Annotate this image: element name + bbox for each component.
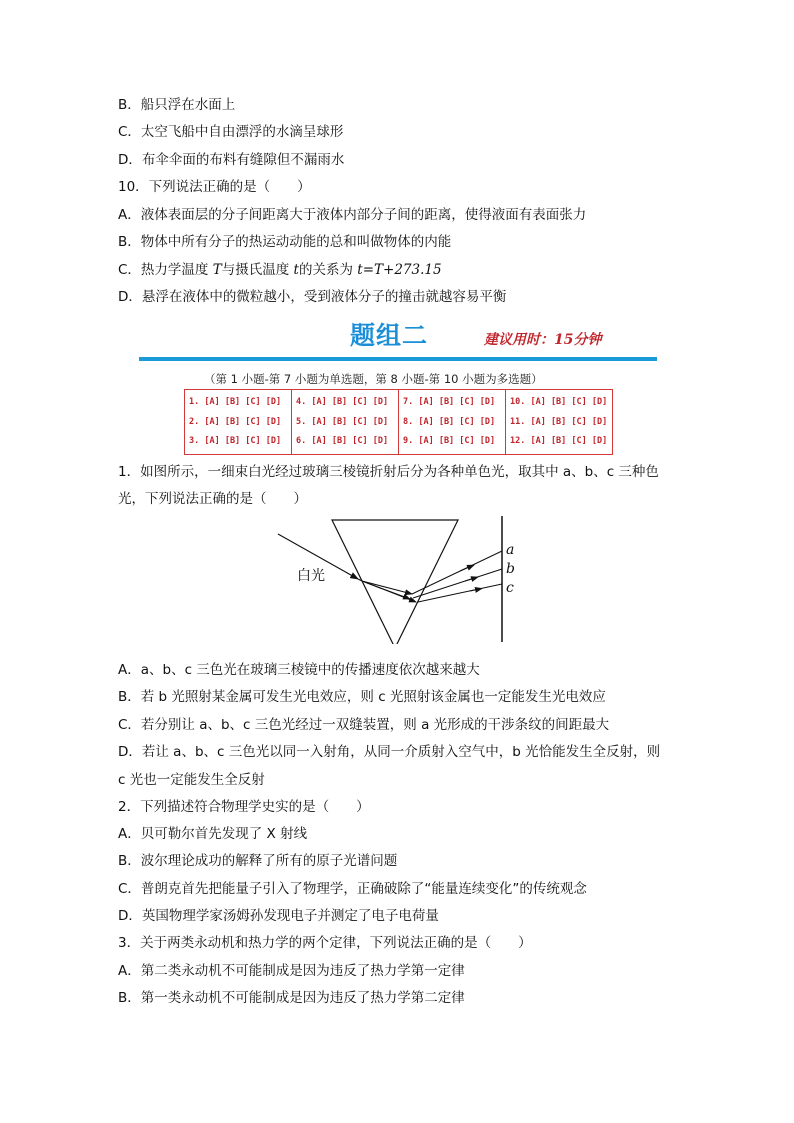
q10-option-b: B．物体中所有分子的热运动动能的总和叫做物体的内能: [118, 234, 452, 250]
q10-stem: 10．下列说法正确的是（ ）: [118, 179, 311, 195]
ray-label-c: c: [506, 580, 514, 596]
q1-option-c: C．若分别让 a、b、c 三色光经过一双缝装置，则 a 光形成的干涉条纹的间距最大: [118, 717, 610, 733]
answer-row-4[interactable]: 4. [A] [B] [C] [D]: [296, 397, 389, 407]
answer-row-5[interactable]: 5. [A] [B] [C] [D]: [296, 416, 389, 427]
inner-ray-c: [362, 581, 416, 602]
q1-option-d-line2: c 光也一定能发生全反射: [118, 772, 265, 788]
q2-option-c: C．普朗克首先把能量子引入了物理学，正确破除了“能量连续变化”的传统观念: [118, 881, 587, 897]
answer-grid: [184, 389, 613, 455]
white-light-label: 白光: [297, 568, 325, 584]
answer-grid-column: [399, 390, 506, 454]
q10-c-part3: 的关系为: [298, 262, 358, 278]
answer-row-2[interactable]: 2. [A] [B] [C] [D]: [189, 416, 282, 427]
answer-grid-column: [185, 390, 292, 454]
answer-grid-column: [292, 390, 399, 454]
q10-c-formula: t=T+273.15: [357, 262, 442, 278]
q3-option-b: B．第一类永动机不可能制成是因为违反了热力学第二定律: [118, 990, 465, 1006]
q1-option-b: B．若 b 光照射某金属可发生光电效应，则 c 光照射该金属也一定能发生光电效应: [118, 689, 606, 705]
prism-shape: [332, 520, 458, 644]
q10-option-d: D．悬浮在液体中的微粒越小，受到液体分子的撞击就越容易平衡: [118, 289, 507, 305]
ray-label-b: b: [506, 561, 515, 577]
emergent-ray-a: [412, 551, 502, 594]
q1-option-d-line1: D．若让 a、b、c 三色光以同一入射角，从同一介质射入空气中，b 光恰能发生全反射，则: [118, 744, 661, 760]
section-divider: [139, 357, 657, 361]
answer-grid-column: [506, 390, 612, 454]
q3-stem: 3．关于两类永动机和热力学的两个定律，下列说法正确的是（ ）: [118, 935, 532, 951]
q1-stem-line2: 光，下列说法正确的是（ ）: [118, 491, 307, 507]
option-d-text: D．布伞伞面的布料有缝隙但不漏雨水: [118, 152, 345, 168]
answer-row-1[interactable]: 1. [A] [B] [C] [D]: [189, 397, 282, 407]
section-note: （第 1 小题-第 7 小题为单选题，第 8 小题-第 10 小题为多选题）: [204, 372, 543, 386]
answer-row-10[interactable]: 10. [A] [B] [C] [D]: [510, 397, 608, 407]
answer-row-8[interactable]: 8. [A] [B] [C] [D]: [403, 416, 496, 427]
answer-row-9[interactable]: 9. [A] [B] [C] [D]: [403, 436, 496, 446]
q10-option-c: [118, 261, 442, 279]
q10-option-a: A．液体表面层的分子间距离大于液体内部分子间的距离，使得液面有表面张力: [118, 207, 587, 223]
q10-c-part2: 与摄氏温度: [221, 262, 294, 278]
answer-row-7[interactable]: 7. [A] [B] [C] [D]: [403, 397, 496, 407]
q10-c-var-t: t: [293, 262, 299, 278]
section-time: 建议用时：15分钟: [484, 332, 602, 348]
emergent-ray-c: [418, 584, 502, 602]
option-c-text: C．太空飞船中自由漂浮的水滴呈球形: [118, 124, 344, 140]
q1-option-a: A．a、b、c 三色光在玻璃三棱镜中的传播速度依次越来越大: [118, 662, 480, 678]
q2-option-b: B．波尔理论成功的解释了所有的原子光谱问题: [118, 853, 398, 869]
answer-row-6[interactable]: 6. [A] [B] [C] [D]: [296, 436, 389, 446]
q2-option-d: D．英国物理学家汤姆孙发现电子并测定了电子电荷量: [118, 908, 439, 924]
option-b-text: B．船只浮在水面上: [118, 97, 236, 113]
ray-label-a: a: [506, 542, 515, 558]
answer-row-12[interactable]: 12. [A] [B] [C] [D]: [510, 436, 608, 446]
answer-row-3[interactable]: 3. [A] [B] [C] [D]: [189, 436, 282, 446]
q10-c-var-T: T: [212, 262, 222, 278]
q10-c-part1: C．热力学温度: [118, 262, 213, 278]
inner-ray-a: [362, 581, 412, 594]
answer-row-11[interactable]: 11. [A] [B] [C] [D]: [510, 416, 608, 427]
q3-option-a: A．第二类永动机不可能制成是因为违反了热力学第一定律: [118, 963, 465, 979]
q1-stem-line1: 1．如图所示，一细束白光经过玻璃三棱镜折射后分为各种单色光，取其中 a、b、c 三种色: [118, 464, 659, 480]
prism-diagram: [270, 514, 530, 644]
section-title: 题组二: [350, 321, 429, 350]
q2-stem: 2．下列描述符合物理学史实的是（ ）: [118, 799, 370, 815]
q2-option-a: A．贝可勒尔首先发现了 X 射线: [118, 826, 308, 842]
